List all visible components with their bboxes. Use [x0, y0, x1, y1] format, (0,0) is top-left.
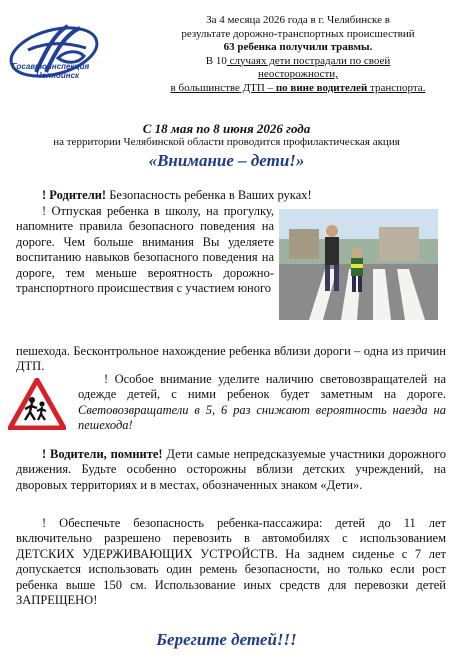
- campaign-dates: С 18 мая по 8 июня 2026 года: [142, 121, 311, 136]
- stats-line: в большинстве ДТП – по вине водителей транспорта.: [170, 81, 426, 94]
- drivers-paragraph: ! Водители, помните! Дети самые непредсказуемые участники дорожного движения. Будьте особенно осторожны вблизи детских учреждений, на дворовых территориях и в местах, обозначенных знаком «Дети».: [16, 447, 446, 492]
- stats-line: 63 ребенка получили травмы.: [223, 41, 373, 53]
- parents-paragraph-continued: пешехода. Бесконтрольное нахождение ребенка вблизи дороги – одна из причин ДТП.: [16, 344, 446, 374]
- stats-line: В 10 случаях дети пострадали по своей: [205, 54, 391, 67]
- children-road-sign-icon: [8, 378, 66, 430]
- stats-line: результате дорожно-транспортных происшествий: [181, 27, 415, 40]
- reflectors-paragraph: ! Особое внимание уделите наличию световозвращателей на одежде детей, с ними ребенок будет заметным на дороге. Световозвращатели в 5, 6 раз снижают вероятность наезда на пешехода!: [78, 372, 446, 433]
- statistics-block: [148, 14, 448, 95]
- footer-slogan: Берегите детей!!!: [156, 630, 297, 649]
- logo-caption: Госавтоинспекция Челябинск: [12, 62, 90, 80]
- parents-headline: ! Родители! Безопасность ребенка в Ваших руках!: [42, 188, 312, 202]
- parents-paragraph: ! Отпуская ребенка в школу, на прогулку, напомните правила безопасного поведения на дороге. Чем больше внимания Вы уделяете воспитанию навыков безопасного поведения на дороге, тем меньше вероятность дорожно-транспортного происшествия с участием юного: [16, 204, 274, 296]
- stats-line: неосторожности,: [258, 68, 338, 80]
- child-passenger-paragraph: ! Обеспечьте безопасность ребенка-пассажира: детей до 11 лет включительно разрешено перевозить в автомобилях с использованием ДЕТСКИХ УДЕРЖИВАЮЩИХ УСТРОЙСТВ. На заднем сиденье с 7 лет допускается использовать один ремень безопасности, но только если рост ребенка выше 150 см. Использование иных средств для перевозки детей ЗАПРЕЩЕНО!: [16, 516, 446, 608]
- pedestrian-crossing-photo: [279, 209, 438, 320]
- campaign-territory: на территории Челябинской области проводится профилактическая акция: [53, 136, 400, 148]
- stats-line: За 4 месяца 2026 года в г. Челябинске в: [206, 14, 390, 26]
- campaign-name: «Внимание – дети!»: [148, 151, 305, 170]
